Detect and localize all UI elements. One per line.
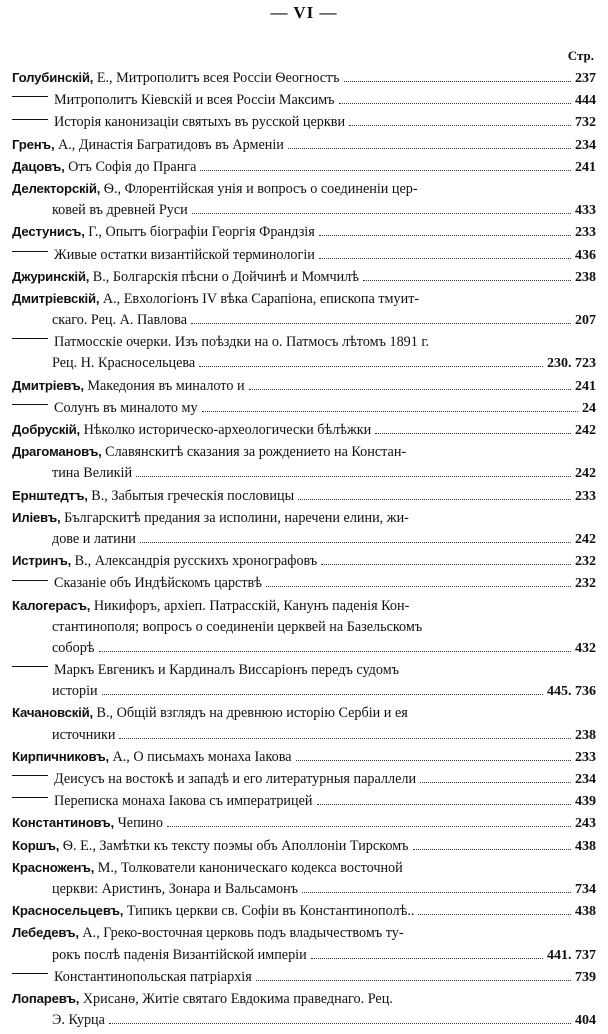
entry-text xyxy=(12,137,284,154)
entry-line xyxy=(12,947,596,968)
entry-text xyxy=(12,378,245,395)
title-text: А., Евхологіонъ IV вѣка Сарапіона, епископа тмуит- xyxy=(102,290,420,307)
entry-text xyxy=(12,334,429,351)
dot-leader xyxy=(344,81,571,82)
entry-line xyxy=(12,355,596,376)
entry-text xyxy=(12,1012,105,1029)
title-text: Нѣколко историческо-археологически бѣлѣжки xyxy=(83,422,372,438)
author-name: Гренъ, xyxy=(12,136,55,152)
entry-line xyxy=(12,181,596,202)
index-sub-entry xyxy=(12,662,596,704)
entry-text xyxy=(12,444,406,461)
entry-text xyxy=(12,488,294,505)
entry-line xyxy=(12,488,596,509)
author-name: Истринъ, xyxy=(12,553,72,569)
author-name: Качановскій, xyxy=(12,705,93,721)
index-entry xyxy=(12,553,596,574)
page-column-label: Стр. xyxy=(567,48,594,63)
entry-line xyxy=(12,92,596,113)
entry-line xyxy=(12,662,596,683)
title-text: А., Греко-восточная церковь подъ владычествомъ ту- xyxy=(82,925,404,942)
title-text: Славянскитѣ сказания за рождението на Констан- xyxy=(105,444,407,461)
author-name: Красноженъ, xyxy=(12,859,95,875)
entry-text xyxy=(12,683,98,700)
page-ref: 233 xyxy=(575,749,596,765)
author-name: Кирпичниковъ, xyxy=(12,748,109,764)
page-ref: 241 xyxy=(575,159,596,175)
entry-text xyxy=(12,793,313,810)
title-text: Отъ Софія до Пранга xyxy=(68,158,197,175)
entry-text xyxy=(12,991,393,1008)
entry-text xyxy=(12,531,136,548)
index-entry xyxy=(12,137,596,158)
entry-line xyxy=(12,793,596,814)
dot-leader xyxy=(200,170,571,171)
author-name: Дмитріевъ, xyxy=(12,377,84,393)
dot-leader xyxy=(302,892,571,893)
dot-leader xyxy=(349,125,571,126)
index-sub-entry xyxy=(12,400,596,421)
author-name: Лопаревъ, xyxy=(12,990,80,1006)
title-text: Э. Курца xyxy=(52,1012,105,1029)
title-text: Рец. Н. Красносельцева xyxy=(52,355,196,372)
entry-line xyxy=(12,269,596,290)
title-text: источники xyxy=(52,726,116,743)
author-name: Красносельцевъ, xyxy=(12,903,124,919)
title-text: Чепино xyxy=(117,815,163,832)
index-entries xyxy=(12,70,596,1034)
page-ref: 233 xyxy=(575,225,596,241)
dot-leader xyxy=(136,476,571,477)
index-sub-entry xyxy=(12,114,596,135)
page-ref: 438 xyxy=(575,838,596,854)
entry-line xyxy=(12,531,596,552)
index-entry xyxy=(12,70,596,91)
index-entry xyxy=(12,378,596,399)
index-entry xyxy=(12,422,596,443)
dot-leader xyxy=(256,980,571,981)
title-text: Македония въ миналото и xyxy=(87,377,245,394)
title-text: М., Толкователи каноническаго кодекса восточной xyxy=(97,859,403,876)
entry-line xyxy=(12,114,596,135)
entry-line xyxy=(12,598,596,619)
dot-leader xyxy=(202,411,578,412)
author-name: Драгомановъ, xyxy=(12,444,102,460)
index-entry xyxy=(12,181,596,223)
entry-text xyxy=(12,465,132,482)
title-text: Е., Митрополитъ всея Россіи Ѳеогностъ xyxy=(96,70,340,86)
title-text: Сказаніе объ Индѣйскомъ царствѣ xyxy=(54,575,262,592)
title-text: тина Великій xyxy=(52,465,133,482)
page-number: — VI — xyxy=(270,3,338,22)
page-ref: 433 xyxy=(575,203,596,219)
entry-text xyxy=(12,815,163,832)
index-entry xyxy=(12,991,596,1033)
entry-line xyxy=(12,159,596,180)
title-text: Патмосскіе очерки. Изъ поѣздки на о. Патмосъ лѣтомъ 1891 г. xyxy=(54,334,430,351)
index-entry xyxy=(12,224,596,245)
entry-line xyxy=(12,202,596,223)
entry-line xyxy=(12,465,596,486)
dot-leader xyxy=(311,958,543,959)
dot-leader xyxy=(99,651,571,652)
entry-line xyxy=(12,575,596,596)
entry-line xyxy=(12,137,596,158)
entry-line xyxy=(12,444,596,465)
author-name: Иліевъ, xyxy=(12,509,61,525)
index-entry xyxy=(12,444,596,486)
entry-text xyxy=(12,575,262,592)
author-name: Голубинскій, xyxy=(12,70,94,85)
page-ref: 242 xyxy=(575,423,596,438)
author-name: Дацовъ, xyxy=(12,158,65,174)
page-ref: 241 xyxy=(575,378,596,394)
index-sub-entry xyxy=(12,771,596,792)
page-ref: 242 xyxy=(575,466,596,482)
page-ref: 243 xyxy=(575,816,596,832)
title-text: А., Династія Багратидовъ въ Арменіи xyxy=(57,136,284,153)
entry-line xyxy=(12,378,596,399)
entry-line xyxy=(12,312,596,333)
page-ref: 732 xyxy=(575,115,596,131)
repeat-author-dash xyxy=(12,580,48,581)
entry-text xyxy=(12,705,408,722)
title-text: ковей въ древней Руси xyxy=(52,202,188,219)
entry-text xyxy=(12,903,414,920)
dot-leader xyxy=(119,738,571,739)
title-text: рокъ послѣ паденія Византійской имперіи xyxy=(52,946,307,963)
title-text: стантинополя; вопросъ о соединеніи церквей на Базельскомъ xyxy=(52,618,423,635)
entry-line xyxy=(12,838,596,859)
entry-text xyxy=(12,553,317,570)
dot-leader xyxy=(420,782,571,783)
entry-text xyxy=(12,224,315,241)
index-entry xyxy=(12,488,596,509)
dot-leader xyxy=(319,258,571,259)
title-text: церкви: Аристинъ, Зонара и Вальсамонъ xyxy=(52,880,299,897)
title-text: Ѳ. Е., Замѣтки къ тексту поэмы объ Аполлоніи Тирскомъ xyxy=(62,837,409,854)
entry-text xyxy=(12,202,188,219)
entry-text xyxy=(12,947,307,964)
entry-text xyxy=(12,749,292,766)
entry-line xyxy=(12,224,596,245)
page-ref: 207 xyxy=(575,313,596,329)
entry-line xyxy=(12,727,596,748)
title-text: Солунъ въ миналото му xyxy=(54,399,198,416)
entry-text xyxy=(12,291,419,308)
index-entry xyxy=(12,705,596,747)
index-entry xyxy=(12,815,596,836)
entry-text xyxy=(12,860,403,877)
page-ref: 404 xyxy=(575,1013,596,1029)
page-ref: 24 xyxy=(582,400,596,416)
repeat-author-dash xyxy=(12,666,48,667)
title-text: Маркъ Евгеникъ и Кардиналъ Виссаріонъ передъ судомъ xyxy=(54,662,400,679)
entry-line xyxy=(12,400,596,421)
entry-text xyxy=(12,771,416,788)
author-name: Добрускій, xyxy=(12,422,81,437)
author-name: Дмитріевскій, xyxy=(12,290,100,306)
title-text: В., Александрія русскихъ хронографовъ xyxy=(74,553,318,570)
author-name: Калогерасъ, xyxy=(12,597,91,613)
dot-leader xyxy=(339,103,571,104)
author-name: Лебедевъ, xyxy=(12,925,79,941)
entry-line xyxy=(12,991,596,1012)
dot-leader xyxy=(102,694,543,695)
entry-line xyxy=(12,815,596,836)
dot-leader xyxy=(298,499,571,500)
index-entry xyxy=(12,269,596,290)
repeat-author-dash xyxy=(12,338,48,339)
index-sub-entry xyxy=(12,575,596,596)
index-entry xyxy=(12,510,596,552)
index-entry xyxy=(12,749,596,770)
page-ref: 238 xyxy=(575,269,596,285)
page-ref: 237 xyxy=(575,71,596,86)
dot-leader xyxy=(363,280,571,281)
dot-leader xyxy=(266,586,571,587)
repeat-author-dash xyxy=(12,973,48,974)
entry-text xyxy=(12,598,409,615)
index-entry xyxy=(12,838,596,859)
index-sub-entry xyxy=(12,334,596,376)
index-entry xyxy=(12,925,596,967)
author-name: Дестунисъ, xyxy=(12,224,85,240)
entry-line xyxy=(12,247,596,268)
page-ref: 444 xyxy=(575,93,596,109)
dot-leader xyxy=(199,366,543,367)
title-text: соборѣ xyxy=(52,639,95,656)
dot-leader xyxy=(296,760,571,761)
index-entry xyxy=(12,598,596,662)
entry-line xyxy=(12,640,596,661)
repeat-author-dash xyxy=(12,404,48,405)
title-text: Ѳ., Флорентійская унія и вопросъ о соединеніи цер- xyxy=(103,180,418,197)
title-text: Константинопольская патріархія xyxy=(54,968,252,985)
title-text: Типикъ церкви св. Софіи въ Константинополѣ.. xyxy=(126,903,415,920)
index-entry xyxy=(12,860,596,902)
entry-text xyxy=(12,312,187,329)
entry-text xyxy=(12,422,371,439)
title-text: дове и латини xyxy=(52,530,136,547)
dot-leader xyxy=(140,542,571,543)
title-text: В., Общій взглядъ на древнюю исторію Сербіи и ея xyxy=(96,705,408,722)
entry-text xyxy=(12,159,196,176)
index-sub-entry xyxy=(12,793,596,814)
entry-text xyxy=(12,92,335,109)
page-ref: 441. 737 xyxy=(547,947,596,963)
entry-line xyxy=(12,291,596,312)
entry-line xyxy=(12,1012,596,1033)
title-text: Българскитѣ предания за исполини, наречени елини, жи- xyxy=(64,509,409,526)
author-name: Джуринскій, xyxy=(12,268,90,284)
index-entry xyxy=(12,159,596,180)
page-ref: 233 xyxy=(575,488,596,504)
dot-leader xyxy=(375,433,571,434)
entry-line xyxy=(12,334,596,355)
entry-line xyxy=(12,683,596,704)
page-ref: 436 xyxy=(575,247,596,263)
dot-leader xyxy=(288,148,571,149)
entry-text xyxy=(12,662,399,679)
title-text: Деисусъ на востокѣ и западѣ и его литературныя параллели xyxy=(54,771,417,787)
entry-line xyxy=(12,860,596,881)
repeat-author-dash xyxy=(12,96,48,97)
entry-text xyxy=(12,925,404,942)
page-ref: 232 xyxy=(575,576,596,592)
page-ref: 234 xyxy=(575,772,596,787)
page-ref: 438 xyxy=(575,904,596,920)
author-name: Делекторскій, xyxy=(12,180,101,196)
page-ref: 439 xyxy=(575,794,596,810)
entry-line xyxy=(12,903,596,924)
title-text: Никифоръ, архіеп. Патрасскій, Канунъ паденія Кон- xyxy=(93,597,410,614)
entry-text xyxy=(12,969,252,986)
dot-leader xyxy=(321,564,571,565)
title-text: Митрополитъ Кіевскій и всея Россіи Максимъ xyxy=(54,92,335,109)
dot-leader xyxy=(192,213,571,214)
author-name: Ернштедтъ, xyxy=(12,487,88,503)
title-text: исторіи xyxy=(52,683,98,700)
title-text: скаго. Рец. А. Павлова xyxy=(52,312,187,329)
entry-line xyxy=(12,881,596,902)
entry-line xyxy=(12,422,596,443)
repeat-author-dash xyxy=(12,797,48,798)
page-ref: 242 xyxy=(575,531,596,547)
entry-text xyxy=(12,838,409,855)
title-text: В., Забытыя греческія пословицы xyxy=(91,487,295,504)
repeat-author-dash xyxy=(12,251,48,252)
entry-line xyxy=(12,925,596,946)
page-ref: 432 xyxy=(575,640,596,656)
dot-leader xyxy=(413,849,571,850)
entry-line xyxy=(12,969,596,990)
title-text: А., О письмахъ монаха Іакова xyxy=(112,748,292,765)
title-text: Хрисанѳ, Житіе святаго Евдокима праведнаго. Рец. xyxy=(82,990,393,1007)
page-ref: 734 xyxy=(575,881,596,897)
repeat-author-dash xyxy=(12,119,48,120)
author-name: Константиновъ, xyxy=(12,815,115,831)
title-text: Живые остатки византійской терминологіи xyxy=(54,246,315,263)
entry-line xyxy=(12,553,596,574)
title-text: Исторія канонизаціи святыхъ въ русской церкви xyxy=(54,114,346,131)
entry-text xyxy=(12,881,298,898)
page-ref: 230. 723 xyxy=(547,356,596,372)
entry-line xyxy=(12,771,596,792)
index-sub-entry xyxy=(12,247,596,268)
entry-line xyxy=(12,705,596,726)
entry-text xyxy=(12,355,195,372)
title-text: Г., Опытъ біографіи Георгія Франдзія xyxy=(88,224,315,241)
author-name: Коршъ, xyxy=(12,837,60,853)
page-ref: 739 xyxy=(575,969,596,985)
entry-text xyxy=(12,247,315,264)
entry-line xyxy=(12,70,596,91)
entry-text xyxy=(12,400,198,417)
entry-text xyxy=(12,114,345,131)
entry-text xyxy=(12,619,422,636)
index-sub-entry xyxy=(12,969,596,990)
dot-leader xyxy=(249,389,571,390)
entry-text xyxy=(12,269,359,286)
index-entry xyxy=(12,903,596,924)
page-ref: 445. 736 xyxy=(547,684,596,700)
dot-leader xyxy=(191,323,571,324)
title-text: В., Болгарскія пѣсни о Дойчинѣ и Момчилѣ xyxy=(92,268,360,285)
page-ref: 238 xyxy=(575,727,596,743)
page-ref: 234 xyxy=(575,137,596,153)
index-sub-entry xyxy=(12,92,596,113)
title-text: Переписка монаха Іакова съ императрицей xyxy=(54,793,313,810)
entry-text xyxy=(12,727,115,744)
dot-leader xyxy=(319,235,571,236)
entry-line xyxy=(12,510,596,531)
dot-leader xyxy=(167,826,571,827)
index-entry xyxy=(12,291,596,333)
entry-line xyxy=(12,749,596,770)
entry-text xyxy=(12,640,95,657)
entry-text xyxy=(12,181,418,198)
dot-leader xyxy=(418,914,571,915)
entry-text xyxy=(12,510,409,527)
entry-text xyxy=(12,70,340,87)
entry-line xyxy=(12,619,596,640)
page-ref: 232 xyxy=(575,554,596,570)
dot-leader xyxy=(317,804,572,805)
repeat-author-dash xyxy=(12,775,48,776)
